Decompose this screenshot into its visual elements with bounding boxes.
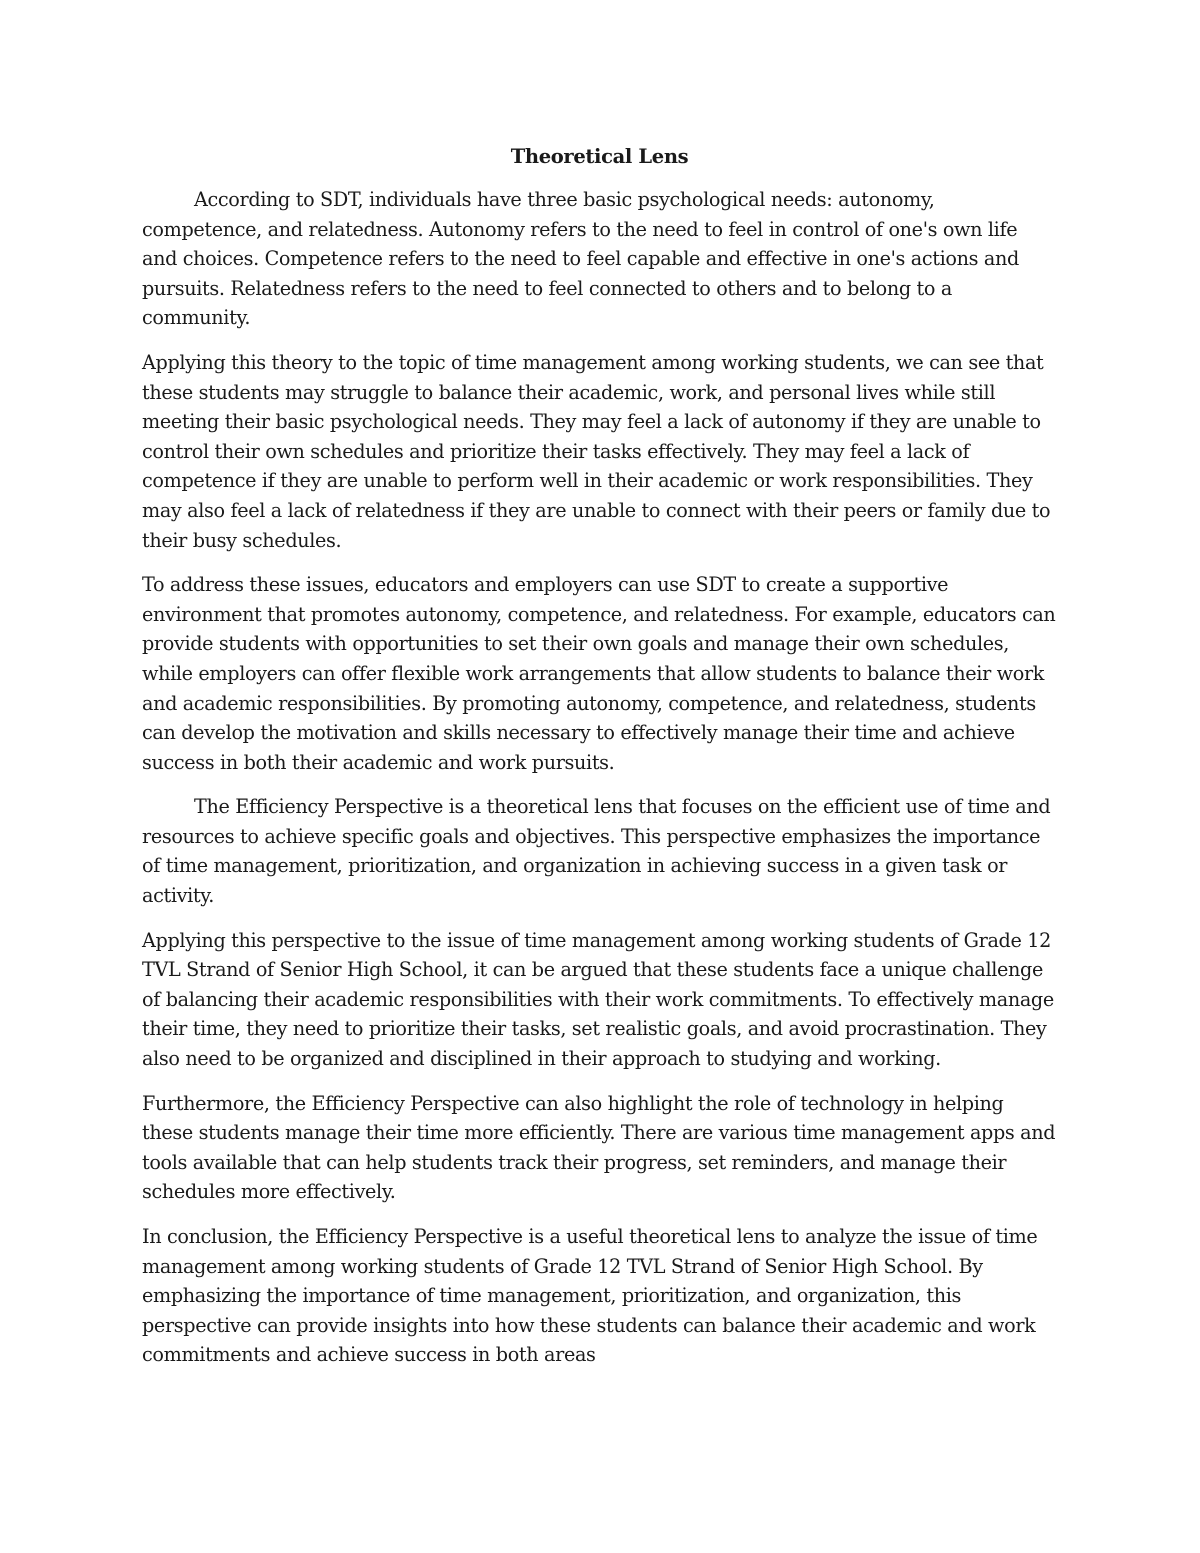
paragraph-sdt-solutions: To address these issues, educators and employers can use SDT to create a supportive environment that promotes autonomy, competence, and relatedness. For example, educators can provide students with opportunities to set their own goals and manage their own schedules, while employers can offer flexible work arrangements that allow students to balance their work and academic responsibilities. By promoting autonomy, competence, and relatedness, students can develop the motivation and skills necessary to effectively manage their time and achieve success in both their academic and work pursuits.	[142, 573, 1056, 774]
paragraph-efficiency-technology: Furthermore, the Efficiency Perspective can also highlight the role of technology in helping these students manage their time more efficiently. There are various time management apps and tools available that can help students track their progress, set reminders, and manage their schedules more effectively.	[142, 1091, 1056, 1204]
paragraph-conclusion: In conclusion, the Efficiency Perspective is a useful theoretical lens to analyze the issue of time management among working students of Grade 12 TVL Strand of Senior High School. By emphasizing the importance of time management, prioritization, and organization, this perspective can provide insights into how these students can balance their academic and work commitments and achieve success in both areas	[142, 1225, 1038, 1367]
document-page	[142, 145, 1057, 1385]
document-title: Theoretical Lens	[510, 145, 689, 168]
paragraph-sdt-needs: According to SDT, individuals have three basic psychological needs: autonomy, competence, and relatedness. Autonomy refers to the need to feel in control of one's own life and choices. Competence refers to the need to feel capable and effective in one's actions and pursuits. Relatedness refers to the need to feel connected to others and to belong to a community.	[142, 188, 1019, 330]
paragraph-efficiency-application: Applying this perspective to the issue of time management among working students of Grade 12 TVL Strand of Senior High School, it can be argued that these students face a unique challenge of balancing their academic responsibilities with their work commitments. To effectively manage their time, they need to prioritize their tasks, set realistic goals, and avoid procrastination. They also need to be organized and disciplined in their approach to studying and working.	[142, 928, 1054, 1071]
paragraph-sdt-application: Applying this theory to the topic of time management among working students, we can see that these students may struggle to balance their academic, work, and personal lives while still meeting their basic psychological needs. They may feel a lack of autonomy if they are unable to control their own schedules and prioritize their tasks effectively. They may feel a lack of competence if they are unable to perform well in their academic or work responsibilities. They may also feel a lack of relatedness if they are unable to connect with their peers or family due to their busy schedules.	[142, 350, 1051, 552]
paragraph-efficiency-definition: The Efficiency Perspective is a theoretical lens that focuses on the efficient use of time and resources to achieve specific goals and objectives. This perspective emphasizes the importance of time management, prioritization, and organization in achieving success in a given task or activity.	[142, 795, 1051, 908]
